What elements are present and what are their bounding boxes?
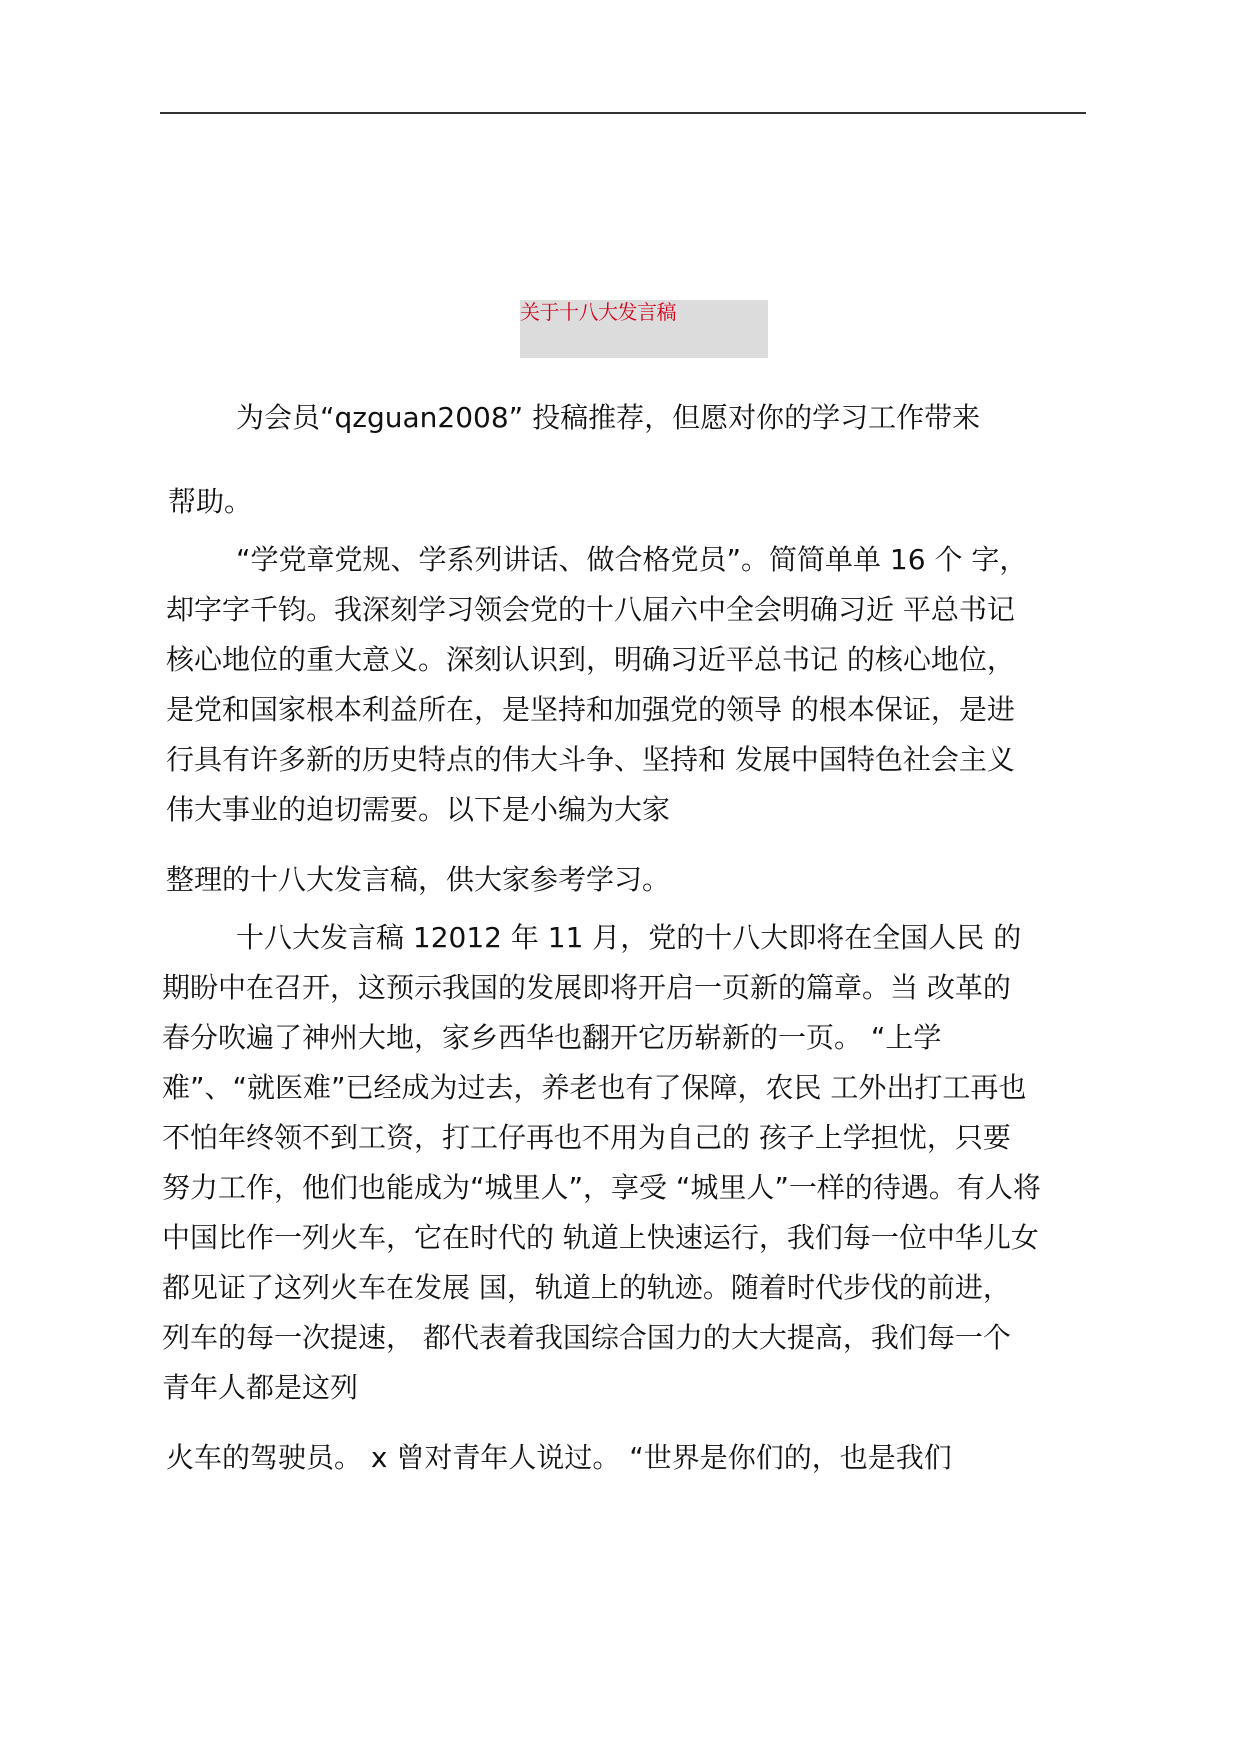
text-line: 火车的驾驶员。 x 曾对青年人说过。 “世界是你们的，也是我们	[166, 1441, 952, 1474]
text-line: 努力工作，他们也能成为“城里人”，享受 “城里人”一样的待遇。有人将	[162, 1171, 1041, 1204]
text-line: 伟大事业的迫切需要。以下是小编为大家	[166, 793, 671, 826]
text-line: 青年人都是这列	[162, 1371, 359, 1404]
text-line: 是党和国家根本利益所在，是坚持和加强党的领导 的根本保证，是进	[166, 693, 1015, 726]
text-line: 都见证了这列火车在发展 国，轨道上的轨迹。随着时代步伐的前进，	[162, 1271, 1011, 1304]
text-line: 十八大发言稿 12012 年 11 月，党的十八大即将在全国人民 的	[236, 921, 1022, 954]
text-line: 核心地位的重大意义。深刻认识到，明确习近平总书记 的核心地位，	[166, 643, 1015, 676]
text-line: 中国比作一列火车，它在时代的 轨道上快速运行，我们每一位中华儿女	[162, 1221, 1039, 1254]
document-title: 关于十八大发言稿	[520, 300, 676, 324]
header-rule	[160, 112, 1086, 114]
text-line: 难”、“就医难”已经成为过去，养老也有了保障，农民 工外出打工再也	[162, 1071, 1027, 1104]
text-line: 行具有许多新的历史特点的伟大斗争、坚持和 发展中国特色社会主义	[166, 743, 1015, 776]
text-line: 列车的每一次提速， 都代表着我国综合国力的大大提高，我们每一个	[162, 1321, 1011, 1354]
text-line: “学党章党规、学系列讲话、做合格党员”。简简单单 16 个 字，	[236, 543, 1028, 576]
text-line	[236, 401, 981, 434]
text-line: 不怕年终领不到工资，打工仔再也不用为自己的 孩子上学担忧，只要	[162, 1121, 1011, 1154]
text-line: 却字字千钧。我深刻学习领会党的十八届六中全会明确习近 平总书记	[166, 593, 1015, 626]
text-line: 帮助。	[168, 485, 253, 518]
text-line-content: 为会员“qzguan2008” 投稿推荐，但愿对你的学习工作带来	[236, 401, 981, 434]
text-line: 期盼中在召开，这预示我国的发展即将开启一页新的篇章。当 改革的	[162, 971, 1011, 1004]
text-line: 春分吹遍了神州大地，家乡西华也翻开它历崭新的一页。 “上学	[162, 1021, 942, 1054]
text-line: 整理的十八大发言稿，供大家参考学习。	[166, 863, 671, 896]
